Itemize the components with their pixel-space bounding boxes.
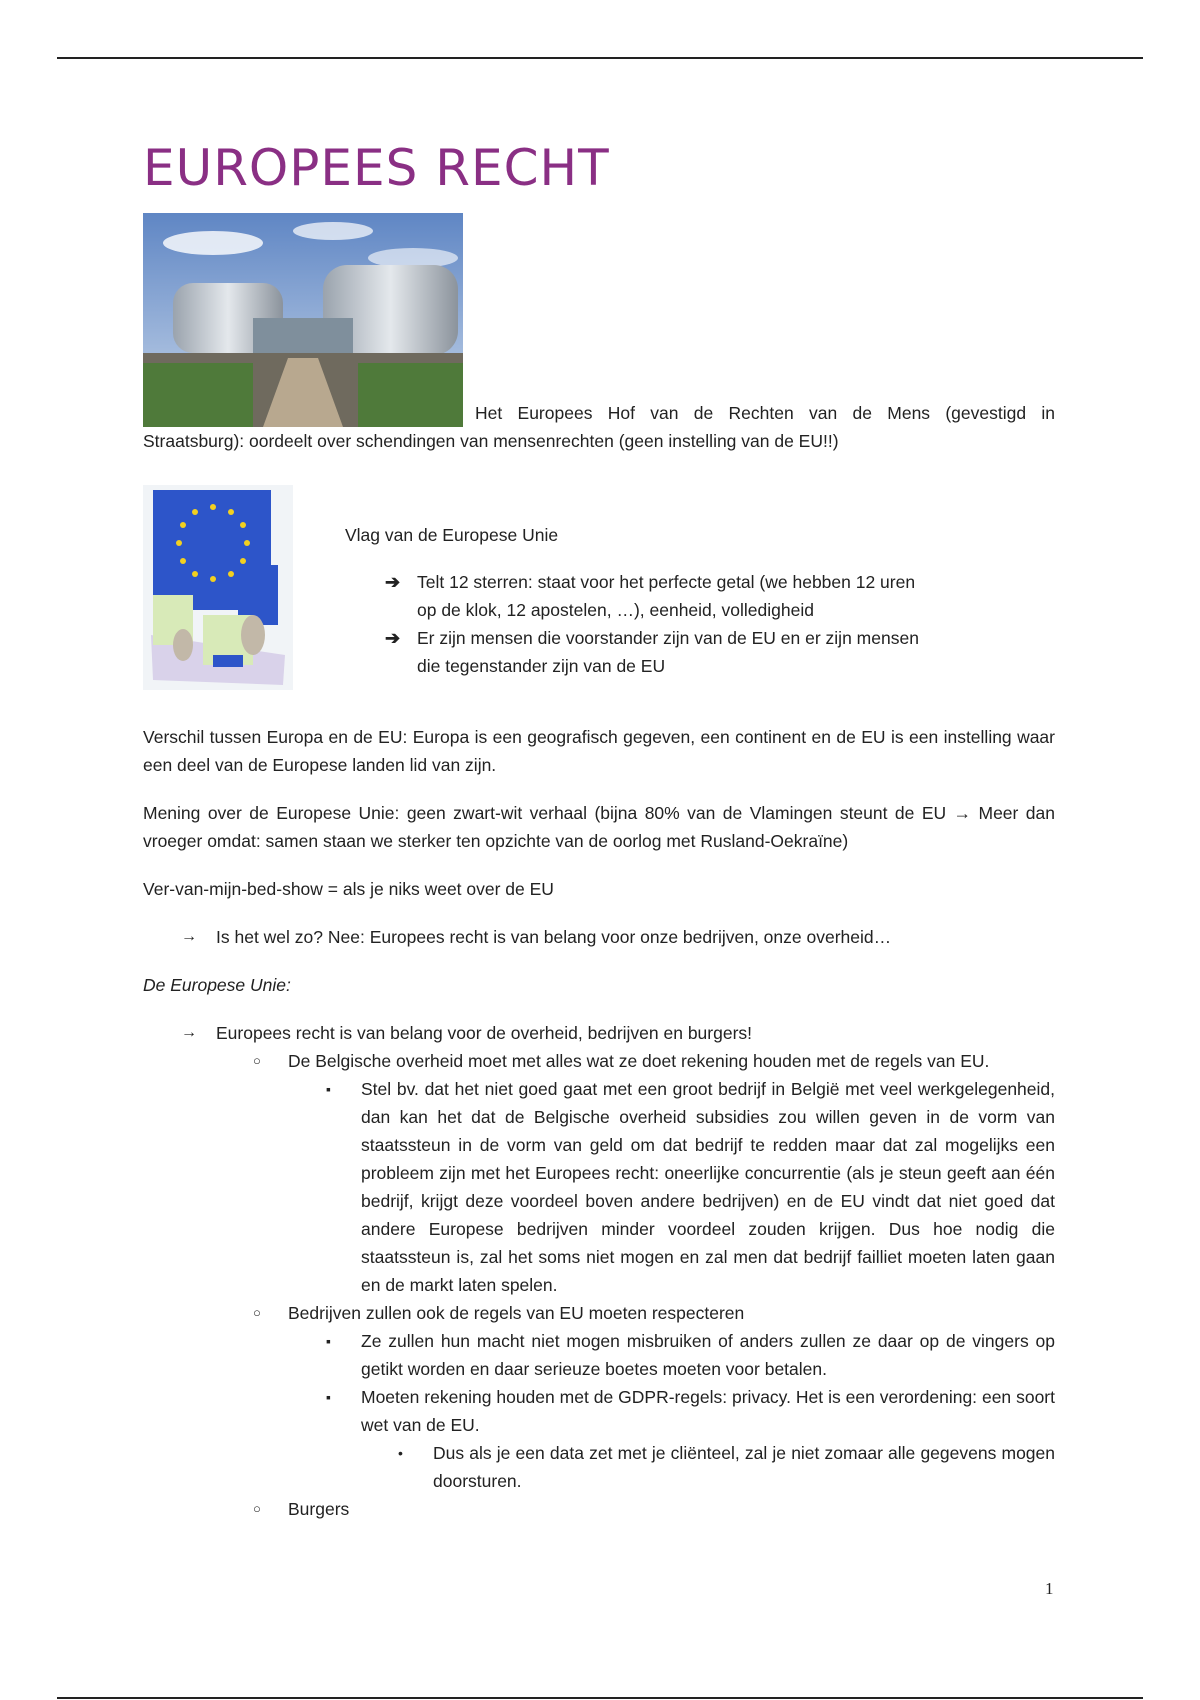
footer-rule <box>57 1697 1143 1699</box>
dot-bullet-icon: • <box>398 1445 403 1461</box>
eu-flag-text <box>345 485 935 693</box>
arrow-right-icon: ➔ <box>385 628 401 648</box>
list-item <box>385 568 935 624</box>
list-item-text: Is het wel zo? Nee: Europees recht is van belang voor onze bedrijven, onze overheid… <box>216 927 892 947</box>
header-rule <box>57 57 1143 59</box>
eu-flag-list <box>345 568 935 680</box>
list-item-text: Stel bv. dat het niet goed gaat met een groot bedrijf in België met veel werkgelegenheid, dan kan het dat de Belgische overheid subsidies zou willen geven in de vorm van staatssteun in de vorm van geld om dat bedrijf te redden maar dat zal mogelijks een probleem zijn met het Europees recht: oneerlijke concurrentie (als je steun geeft aan één bedrijf, krijgt deze voordeel boven andere bedrijven) en de EU vindt dat niet goed dat andere Europese bedrijven minder voordeel zouden krijgen. Dus hoe nodig die staatssteun is, zal het soms niet mogen en zal men dat bedrijf failliet moeten laten gaan en de markt laten spelen. <box>361 1079 1055 1295</box>
section-heading-eu: De Europese Unie: <box>143 975 291 995</box>
list-item-text: Telt 12 sterren: staat voor het perfecte getal (we hebben 12 uren op de klok, 12 apostelen, …), eenheid, volledigheid <box>417 572 916 620</box>
paragraph-show: Ver-van-mijn-bed-show = als je niks weet over de EU <box>143 879 554 899</box>
outline-item-bedrijven-1 <box>143 1327 1055 1383</box>
arrow-right-icon: → <box>181 928 197 945</box>
square-bullet-icon: ▪ <box>326 1081 331 1097</box>
list-item-text: Moeten rekening houden met de GDPR-regels: privacy. Het is een verordening: een soort wet van de EU. <box>361 1387 1055 1435</box>
outline-item-bedrijven <box>143 1299 1055 1327</box>
arrow-right-icon: ➔ <box>385 572 401 592</box>
court-block <box>143 213 1055 455</box>
eu-outline <box>143 1019 1055 1523</box>
outline-item-overheid-detail <box>143 1075 1055 1299</box>
page-number: 1 <box>1045 1579 1054 1598</box>
circle-bullet-icon: ○ <box>253 1053 261 1068</box>
document-title: EUROPEES RECHT <box>143 139 610 197</box>
eu-flag-title: Vlag van de Europese Unie <box>345 525 559 545</box>
list-item-text: Er zijn mensen die voorstander zijn van de EU en er zijn mensen die tegenstander zijn van de EU <box>417 628 919 676</box>
list-item-text: Dus als je een data zet met je cliënteel, zal je niet zomaar alle gegevens mogen doorsturen. <box>433 1443 1055 1491</box>
outline-item-overheid <box>143 1047 1055 1075</box>
outline-item-burgers <box>143 1495 1055 1523</box>
circle-bullet-icon: ○ <box>253 1305 261 1320</box>
list-item-text: Burgers <box>288 1499 350 1519</box>
list-item-text: Ze zullen hun macht niet mogen misbruiken of anders zullen ze daar op de vingers op getikt worden en daar serieuze boetes moeten voor betalen. <box>361 1331 1055 1379</box>
paragraph-verschil: Verschil tussen Europa en de EU: Europa is een geografisch gegeven, een continent en de EU is een instelling waar een deel van de Europese landen lid van zijn. <box>143 727 1055 775</box>
outline-item-bedrijven-2 <box>143 1383 1055 1439</box>
list-item <box>385 624 935 680</box>
list-item-text: De Belgische overheid moet met alles wat ze doet rekening houden met de regels van EU. <box>288 1051 990 1071</box>
court-building-image <box>143 213 463 427</box>
outline-level1-item <box>143 1019 1055 1047</box>
court-caption: Het Europees Hof van de Rechten van de Mens (gevestigd in Straatsburg): oordeelt over schendingen van mensenrechten (geen instelling van de EU!!) <box>143 403 1055 451</box>
show-sub-item <box>143 923 1055 951</box>
circle-bullet-icon: ○ <box>253 1501 261 1516</box>
square-bullet-icon: ▪ <box>326 1389 331 1405</box>
list-item-text: Bedrijven zullen ook de regels van EU moeten respecteren <box>288 1303 745 1323</box>
eu-flag-section <box>143 485 1055 693</box>
square-bullet-icon: ▪ <box>326 1333 331 1349</box>
list-item-text: Europees recht is van belang voor de overheid, bedrijven en burgers! <box>216 1023 753 1043</box>
outline-item-bedrijven-2a <box>143 1439 1055 1495</box>
arrow-right-icon: → <box>181 1024 197 1041</box>
eu-flag-puzzle-image <box>143 485 293 690</box>
paragraph-mening: Mening over de Europese Unie: geen zwart-wit verhaal (bijna 80% van de Vlamingen steunt de EU → Meer dan vroeger omdat: samen staan we sterker ten opzichte van de oorlog met Rusland-Oekraïne) <box>143 803 1055 851</box>
document-page <box>143 125 1055 1523</box>
